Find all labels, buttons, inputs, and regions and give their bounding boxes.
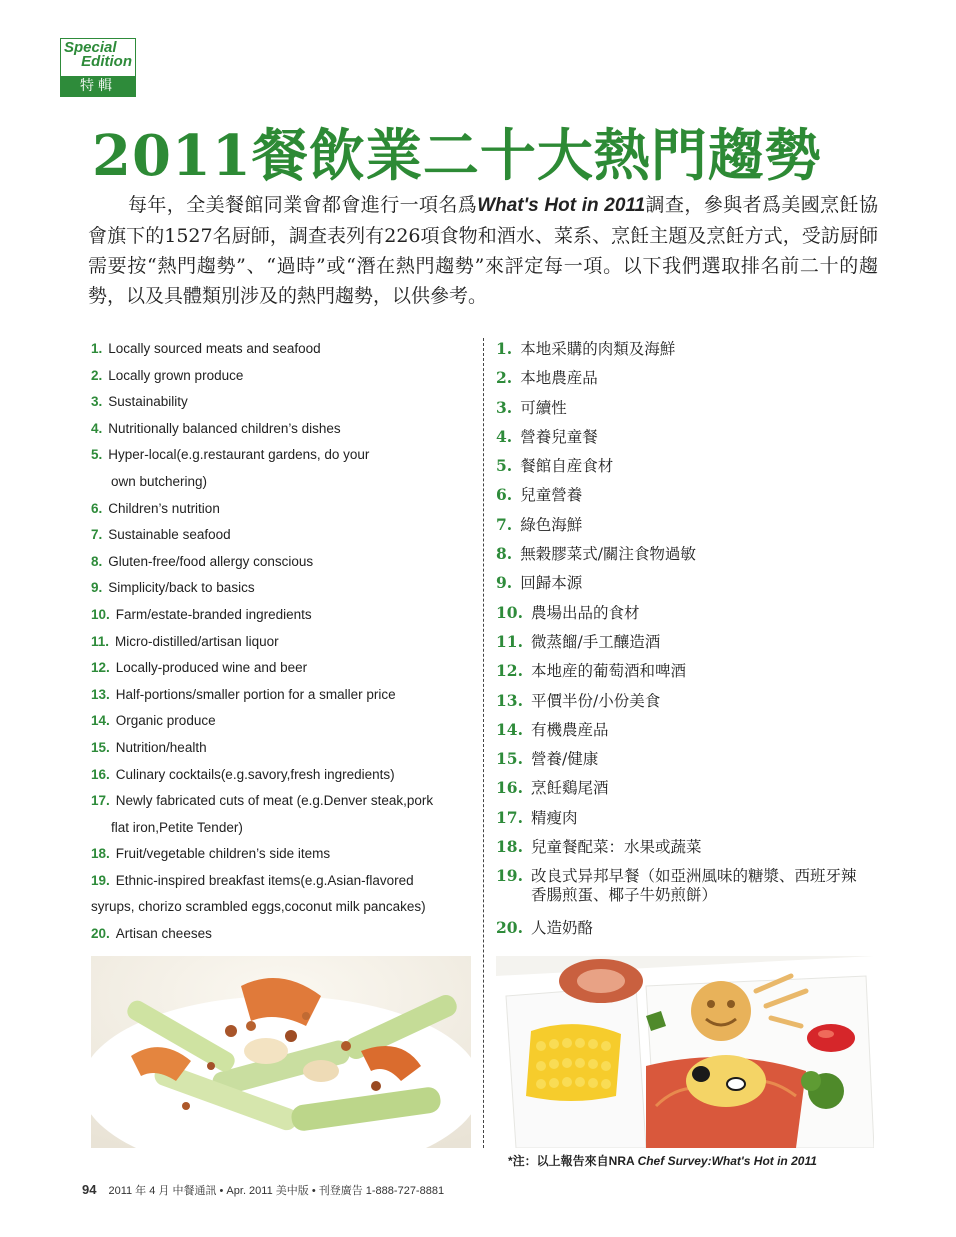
- chinese-list-item: [496, 917, 876, 946]
- chinese-list-item: [496, 455, 876, 484]
- list-text: 營養/健康: [530, 750, 599, 769]
- list-text: 農場出品的食材: [530, 603, 640, 622]
- list-number: 8.: [91, 553, 103, 569]
- list-number: 3.: [496, 397, 513, 417]
- chinese-list-item: [496, 807, 876, 836]
- page-footer: [82, 1182, 444, 1198]
- list-number: 12.: [91, 660, 110, 676]
- english-list-item: [91, 577, 471, 604]
- english-list-item: [91, 498, 471, 525]
- list-number: 8.: [496, 544, 513, 564]
- list-number: 16.: [91, 766, 110, 782]
- chinese-list-item: [496, 426, 876, 455]
- list-text: Half-portions/smaller portion for a smaller price: [115, 686, 396, 702]
- list-text: Locally-produced wine and beer: [115, 660, 308, 676]
- english-list-item: [91, 391, 471, 418]
- english-list-item: [91, 551, 471, 578]
- list-number: 11.: [91, 633, 110, 649]
- english-list-item: [91, 764, 471, 791]
- list-text: Fruit/vegetable children’s side items: [115, 846, 331, 862]
- chinese-list-item: [496, 865, 876, 905]
- badge-line2: Edition: [81, 53, 132, 70]
- list-text: Micro-distilled/artisan liquor: [115, 633, 279, 649]
- list-text: Ethnic-inspired breakfast items(e.g.Asian-flavored: [115, 872, 414, 888]
- list-text: Farm/estate-branded ingredients: [115, 606, 312, 622]
- footer-text: 2011 年 4 月 中餐通訊 • Apr. 2011 美中版 • 刊登廣告 1-888-727-8881: [108, 1185, 445, 1197]
- list-text: 無穀膠菜式/關注食物過敏: [520, 545, 696, 564]
- list-number: 2.: [91, 367, 103, 383]
- chinese-list-item: [496, 367, 876, 396]
- list-number: 14.: [91, 713, 110, 729]
- list-number: 3.: [91, 394, 103, 410]
- chinese-list-item: [496, 777, 876, 806]
- list-number: 6.: [496, 485, 513, 505]
- intro-paragraph: [88, 190, 878, 311]
- english-list-item: [91, 524, 471, 551]
- list-text: Newly fabricated cuts of meat (e.g.Denver steak,pork: [115, 793, 434, 809]
- english-list-item: [91, 338, 471, 365]
- chinese-list-item: [496, 572, 876, 601]
- special-edition-badge: [60, 38, 136, 97]
- list-text: 可續性: [520, 398, 567, 417]
- chinese-list-item: [496, 602, 876, 631]
- english-list-item: [91, 710, 471, 737]
- list-text: Simplicity/back to basics: [108, 580, 255, 596]
- chinese-list-item: [496, 748, 876, 777]
- list-number: 15.: [91, 739, 110, 755]
- list-number: 20.: [496, 918, 523, 938]
- list-number: 19.: [91, 872, 110, 888]
- chinese-list-item: [496, 484, 876, 513]
- list-text: Nutrition/health: [115, 739, 207, 755]
- english-list-item: [91, 604, 471, 631]
- list-number: 16.: [496, 778, 523, 798]
- list-number: 10.: [91, 606, 110, 622]
- list-text: 本地農産品: [520, 369, 598, 388]
- list-number: 9.: [91, 580, 103, 596]
- list-text: Nutritionally balanced children’s dishes: [108, 420, 341, 436]
- list-number: 4.: [496, 426, 513, 446]
- english-list-item: [91, 870, 471, 897]
- english-list-item: [91, 684, 471, 711]
- list-number: 4.: [91, 420, 103, 436]
- list-text: 平價半份/小份美食: [530, 691, 661, 710]
- list-text-continuation: own butchering): [111, 473, 208, 489]
- english-list-item: [91, 365, 471, 392]
- list-number: 6.: [91, 500, 103, 516]
- list-number: 20.: [91, 926, 110, 942]
- list-text: 有機農産品: [530, 720, 609, 739]
- list-text: Artisan cheeses: [115, 926, 212, 942]
- list-number: 9.: [496, 573, 513, 593]
- column-divider: [483, 338, 484, 1148]
- list-text: 烹飪鷄尾酒: [530, 779, 609, 798]
- english-list-item: [91, 444, 471, 471]
- list-number: 18.: [91, 846, 110, 862]
- badge-chinese: 特輯: [61, 76, 135, 96]
- english-list-item: [91, 790, 471, 817]
- english-list-item: [91, 843, 471, 870]
- intro-text-before: 每年，全美餐館同業會都會進行一項名爲: [128, 194, 478, 216]
- list-number: 17.: [91, 793, 110, 809]
- list-text: Sustainable seafood: [108, 527, 231, 543]
- list-number: 13.: [496, 690, 523, 710]
- kids-meal-illustration: [496, 956, 874, 1148]
- chinese-list-item: [496, 690, 876, 719]
- badge-english: [61, 41, 135, 69]
- list-text: 改良式异邦早餐（如亞洲風味的糖漿、西班牙辣香腸煎蛋、椰子牛奶煎餅）: [530, 867, 857, 905]
- list-text: Locally grown produce: [108, 367, 244, 383]
- list-number: 5.: [91, 447, 103, 463]
- note-survey-title: Chef Survey:What's Hot in 2011: [637, 1154, 817, 1168]
- list-number: 1.: [91, 341, 103, 356]
- stir-fry-illustration: [91, 956, 471, 1148]
- list-text: Sustainability: [108, 394, 188, 410]
- list-text: Children’s nutrition: [108, 500, 220, 516]
- list-text: 精瘦肉: [530, 808, 578, 827]
- list-number: 17.: [496, 807, 523, 827]
- list-number: 2.: [496, 368, 513, 388]
- list-text: 營養兒童餐: [520, 427, 598, 446]
- list-number: 11.: [496, 631, 523, 651]
- list-text: 兒童餐配菜：水果或蔬菜: [530, 838, 702, 857]
- list-text: 兒童營養: [520, 486, 583, 505]
- english-list-item: [91, 923, 471, 950]
- list-number: 12.: [496, 661, 523, 681]
- list-text: 人造奶酪: [530, 919, 593, 938]
- list-number: 19.: [496, 866, 523, 886]
- chinese-trend-list: [496, 338, 876, 947]
- list-number: 14.: [496, 719, 523, 739]
- english-trend-list: [91, 338, 471, 950]
- list-number: 7.: [496, 514, 513, 534]
- list-number: 13.: [91, 686, 110, 702]
- page-title: 2011餐飲業二十大熱門趨勢: [92, 123, 822, 189]
- list-text: Organic produce: [115, 713, 216, 729]
- list-text: 微蒸餾/手工釀造酒: [530, 632, 661, 651]
- list-text: 回歸本源: [520, 574, 583, 593]
- chinese-list-item: [496, 660, 876, 689]
- list-text-continuation: syrups, chorizo scrambled eggs,coconut milk pancakes): [91, 899, 426, 915]
- chinese-list-item: [496, 543, 876, 572]
- chinese-list-item: [496, 631, 876, 660]
- list-number: 1.: [496, 339, 513, 358]
- english-list-item: [91, 418, 471, 445]
- chinese-list-item: [496, 836, 876, 865]
- list-number: 10.: [496, 602, 523, 622]
- intro-survey-name: What's Hot in 2011: [477, 195, 646, 216]
- badge-line1: Special: [64, 39, 117, 56]
- kids-meal-photo: [496, 956, 874, 1148]
- list-number: 7.: [91, 527, 103, 543]
- list-text: 本地采購的肉類及海鮮: [520, 340, 676, 358]
- list-text-continuation: flat iron,Petite Tender): [111, 819, 243, 835]
- list-text: 本地産的葡萄酒和啤酒: [530, 662, 686, 681]
- list-text: 餐館自産食材: [520, 457, 614, 476]
- page-number: 94: [82, 1182, 97, 1197]
- chinese-list-item: [496, 397, 876, 426]
- english-list-item: [91, 631, 471, 658]
- english-list-item: [91, 737, 471, 764]
- note-prefix: *注：以上報告來自NRA: [508, 1154, 638, 1168]
- list-number: 18.: [496, 837, 523, 857]
- intro-text-after: 調查，參與者爲美國烹飪協會旗下的1527名厨師，調查表列有226項食物和酒水、菜系、烹飪主題及烹飪方式，受訪厨師需要按“熱門趨勢”、“過時”或“潛在熱門趨勢”來評定每一項。以下我們選取排名前二十的趨勢，以及具體類別涉及的熱門趨勢，以供參考。: [88, 194, 878, 307]
- stir-fry-photo: [91, 956, 471, 1148]
- list-number: 5.: [496, 456, 513, 476]
- list-text: 綠色海鮮: [520, 515, 583, 534]
- list-text: Hyper-local(e.g.restaurant gardens, do your: [108, 447, 370, 463]
- chinese-list-item: [496, 514, 876, 543]
- chinese-list-item: [496, 719, 876, 748]
- source-note: [508, 1152, 817, 1169]
- list-text: Gluten-free/food allergy conscious: [108, 553, 314, 569]
- list-text: Culinary cocktails(e.g.savory,fresh ingredients): [115, 766, 395, 782]
- chinese-list-item: [496, 338, 876, 367]
- list-number: 15.: [496, 749, 523, 769]
- list-text: Locally sourced meats and seafood: [108, 341, 321, 356]
- english-list-item: [91, 657, 471, 684]
